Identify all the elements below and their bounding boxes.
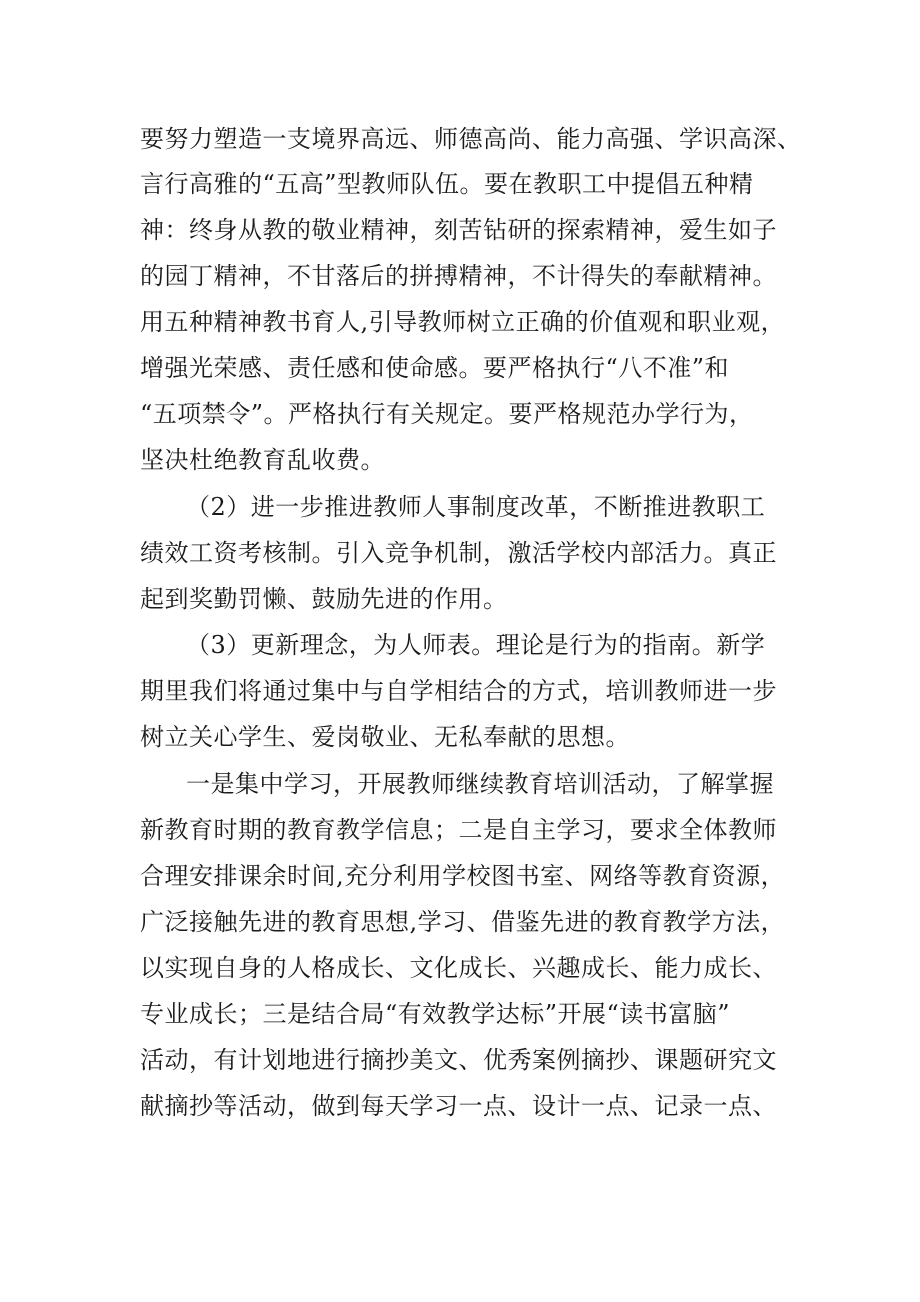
text-line-10: 绩效工资考核制。引入竞争机制，激活学校内部活力。真正: [140, 539, 777, 567]
text-line-13: 期里我们将通过集中与自学相结合的方式，培训教师进一步: [140, 677, 777, 705]
text-line-15: 一是集中学习，开展教师继续教育培训活动，了解掌握: [186, 770, 774, 798]
text-line-22: 献摘抄等活动，做到每天学习一点、设计一点、记录一点、: [140, 1092, 777, 1120]
text-line-6: 增强光荣感、责任感和使命感。要严格执行“八不准”和: [140, 354, 730, 382]
text-line-2: 言行高雅的“五高”型教师队伍。要在教职工中提倡五种精: [140, 170, 754, 198]
text-line-3: 神：终身从教的敬业精神，刻苦钻研的探索精神，爱生如子: [140, 216, 777, 244]
text-line-5: 用五种精神教书育人,引导教师树立正确的价值观和职业观，: [140, 308, 786, 336]
text-line-18: 广泛接触先进的教育思想,学习、借鉴先进的教育教学方法，: [140, 908, 786, 936]
text-line-4: 的园丁精神，不甘落后的拼搏精神，不计得失的奉献精神。: [140, 262, 777, 290]
text-line-19: 以实现自身的人格成长、文化成长、兴趣成长、能力成长、: [140, 954, 777, 982]
text-line-20: 专业成长；三是结合局“有效教学达标”开展“读书富脑”: [140, 1000, 731, 1028]
text-line-8: 坚决杜绝教育乱收费。: [140, 446, 385, 474]
text-line-1: 要努力塑造一支境界高远、师德高尚、能力高强、学识高深、: [140, 125, 802, 153]
text-line-7: “五项禁令”。严格执行有关规定。要严格规范办学行为，: [140, 400, 754, 428]
text-line-16: 新教育时期的教育教学信息；二是自主学习，要求全体教师: [140, 816, 777, 844]
text-line-9: （2）进一步推进教师人事制度改革，不断推进教职工: [186, 493, 766, 521]
text-line-12: （3）更新理念，为人师表。理论是行为的指南。新学: [186, 631, 766, 659]
text-line-14: 树立关心学生、爱岗敬业、无私奉献的思想。: [140, 723, 630, 751]
text-line-17: 合理安排课余时间,充分利用学校图书室、网络等教育资源，: [140, 862, 786, 890]
text-line-21: 活动，有计划地进行摘抄美文、优秀案例摘抄、课题研究文: [140, 1046, 777, 1074]
text-line-11: 起到奖勤罚懒、鼓励先进的作用。: [140, 585, 508, 613]
